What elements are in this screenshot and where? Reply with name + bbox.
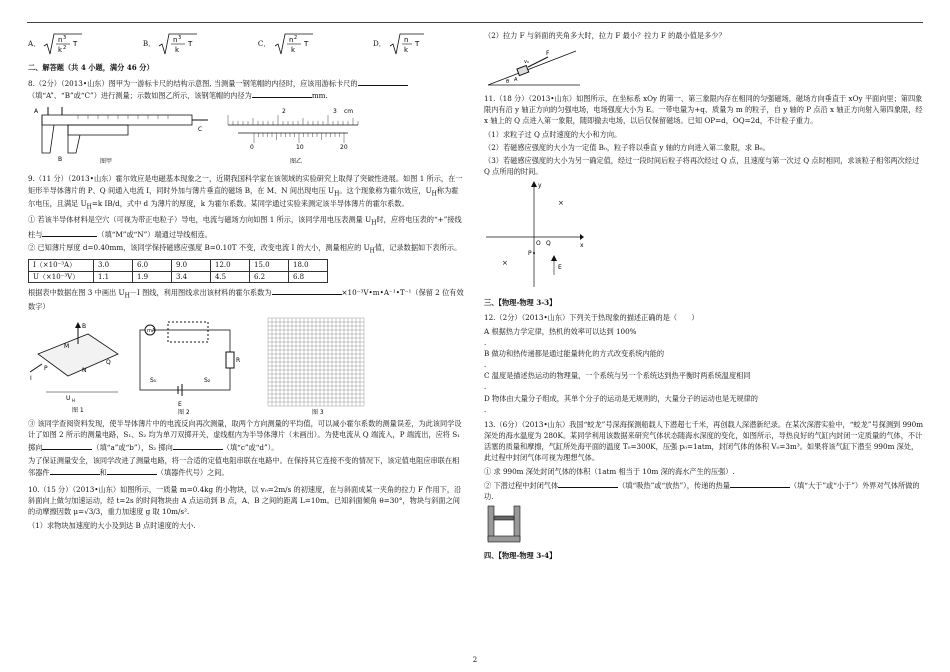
q9-blank-4[interactable] xyxy=(173,441,223,450)
svg-text:P: P xyxy=(44,365,48,373)
table-cell: 15.0 xyxy=(250,259,289,271)
svg-text:M: M xyxy=(64,343,70,351)
svg-text:H: H xyxy=(72,398,76,404)
svg-text:B: B xyxy=(82,323,87,331)
svg-text:y: y xyxy=(538,182,542,190)
q9-blank-1[interactable] xyxy=(42,228,97,237)
svg-text:T: T xyxy=(414,40,420,48)
q12-option-c[interactable]: C 温度是描述热运动的物理量，一个系统与另一个系统达到热平衡时两系统温度相同 xyxy=(484,371,751,381)
q9-item2: ② 已知薄片厚度 d=0.40mm，该同学保持磁感应强度 B=0.10T 不变，改变电流 I 的大小，测量相应的 $U_H$值，记录数据如下表所示。 xyxy=(28,242,462,255)
svg-text:k: k xyxy=(403,46,409,54)
figure-3-grid xyxy=(268,318,364,416)
top-rule xyxy=(27,22,923,23)
q12-option-a[interactable]: A 根据热力学定律，热机的效率可以达到 100% xyxy=(484,326,637,336)
caliper-figure xyxy=(34,107,208,165)
table-cell: 3.4 xyxy=(172,271,211,283)
svg-text:3: 3 xyxy=(333,108,337,116)
svg-text:T: T xyxy=(73,40,78,48)
q11-sub3: （3）若磁感应强度的大小为另一确定值，经过一段时间后粒子将再次经过 Q 点，且速度与第一次过 Q 点时相同，求该粒子相邻两次经过 Q 点所用的时间。 xyxy=(484,155,920,177)
q13-sub1: ① 求 990m 深处封闭气体的体积（1atm 相当于 10m 深的海水产生的压强）. xyxy=(484,466,735,476)
q9-after-table: 根据表中数据在图 3 中画出 $U_H-I$ 图线，利用图线求出该材料的霍尔系数为 ×10⁻³V•m•A⁻¹•T⁻¹（保留 2 位有效数字） xyxy=(28,288,464,312)
q8-blank-2[interactable] xyxy=(252,89,312,98)
right-column: （2）拉力 F 与斜面的夹角多大时，拉力 F 最小？拉力 F 的最小值是多少？ F A θ v₀ 11.（18 分）（2013•山东）如图所示，在坐标系 xOy 的第一、第三象限内存在相同的匀强磁场，磁场方向垂直于 xOy 平面向里；第四象限内有沿 y 轴正方向的匀强电场，电场强度大小为 E。一带电量为+q、质量为 m 的粒子，自 y 轴的 P 点沿 x 轴正方向射入第四象限，经 x 轴上的 Q 点进入第一象限，随即撤去电场，以后仅保留磁场。已知 OP=d，OQ=2d，不计粒子重力。 （1）求粒子过 Q 点时速度的大小和方向。 （2）若磁感应强度的大小为一定值 B₀，粒子将以垂直 y 轴的方向进入第二象限，求 B₀。 （3）若磁感应强度的大小为另一确定值，经过一段时间后粒子将再次经过 Q 点，且速度与第一次过 Q 点时相同，求该粒子相邻两次经过 Q 点所用的时间。 x y × × O Q P E 三、【物理-物理 3-3】 12.（2分）（2013•山东）下列关于热现象的描述正确的是（ ） A 根据热力学定律，热机的效率可以达到 100% . B 做功和热传递都是通过能量转化的方式改变系统内能的 . C 温度是描述热运动的物理量，一个系统与另一个系统达到热平衡时两系统温度相同 . D 物体由大量分子组成，其单个分子的运动是无规则的，大量分子的运动也是无规律的 . 13.（6分）（2013•山东）我国“蛟龙”号深海探测船载人下潜超七千米，再创载人深潜新纪录。在某次深潜实验中，“蛟龙”号探测到 990m 深处的海水温度为 280K。某同学利用该数据来研究气体状态随海水深度的变化，如图所示，导热良好的气缸内封闭一定质量的气体，不计活塞的质量和摩擦，气缸所处海平面的温度 T₀=300K，压强 p₀=1atm，封闭气体的体积 V₀=3m³。如果将该气缸下潜至 990m 深处，此过程中封闭气体可视为理想气体。 ① 求 990m 深处封闭气体的体积（1atm 相当于 10m 深的海水产生的压强）. ② 下潜过程中封闭气体 （填“吸热”或“放热”），传递的热量 （填“大于”或“小于”）外界对气体所做的功. 四、【物理-物理 3-4】 xyxy=(484,31,924,561)
table-cell: 9.0 xyxy=(172,259,211,271)
q11-sub2: （2）若磁感应强度的大小为一定值 B₀，粒子将以垂直 y 轴的方向进入第二象限，求 B₀。 xyxy=(484,142,770,152)
table-cell: 12.0 xyxy=(211,259,250,271)
table-header-cell: U（×10⁻³V） xyxy=(29,271,94,283)
caption-jia: 图甲 xyxy=(100,158,113,166)
svg-text:S₁: S₁ xyxy=(150,377,157,385)
svg-text:cm: cm xyxy=(344,108,354,116)
q9-blank-3[interactable] xyxy=(42,441,92,450)
table-cell: 1.1 xyxy=(94,271,133,283)
q9-item3-cont: 为了保证测量安全，该同学改进了测量电路，将一合适的定值电阻串联在电路中。在保持其它连接不变的情况下，该定值电阻应串联在相邻器件 和 （填器件代号）之间。 xyxy=(28,455,460,477)
svg-text:A: A xyxy=(34,108,39,116)
svg-text:n: n xyxy=(288,36,293,44)
q7-option-a[interactable]: A． n 3 k 2 T xyxy=(28,32,86,56)
q9-blank-2[interactable] xyxy=(272,286,342,295)
q10-incline-figure xyxy=(484,43,924,89)
svg-text:3: 3 xyxy=(178,35,182,41)
q8-text: 8.（2分）（2013•山东）图甲为一游标卡尺的结构示意图, 当测量一钢笔帽的内径时，应该用游标卡尺的（填“A”、“B”或“C”）进行测量；示数如图乙所示，该钢笔帽的内径为 mm. xyxy=(28,77,464,101)
figure-1 xyxy=(30,322,118,414)
q13-blank-1[interactable] xyxy=(558,479,618,488)
caption-yi: 图乙 xyxy=(290,158,303,166)
table-cell: 4.5 xyxy=(211,271,250,283)
q7-option-a-formula xyxy=(42,32,86,56)
table-cell: 6.8 xyxy=(289,271,328,283)
coordinate-system-diagram xyxy=(484,179,684,291)
svg-text:A: A xyxy=(514,77,518,84)
table-cell: 6.0 xyxy=(133,259,172,271)
q9-text: 9.（11 分）（2013•山东）霍尔效应是电磁基本现象之一，近期我国科学家在该领域的实验研究上取得了突破性进展。如图 1 所示，在一矩形半导体薄片的 P、Q 间通入电流 I，同时外加与薄片垂直的磁场 B，在 M、N 间出现电压 $U_H$。这个现象称为霍尔效应，$U_H$称为霍尔电压，且满足 $U_H=k$ IB/d，式中 d 为薄片的厚度，k 为霍尔系数。某同学通过实验来测定该半导体薄片的霍尔系数。 xyxy=(28,174,463,211)
svg-text:2: 2 xyxy=(63,45,67,51)
q8-blank-1[interactable] xyxy=(358,77,408,86)
svg-text:E: E xyxy=(558,264,562,272)
q7-option-c[interactable]: C． n 2 k T xyxy=(258,32,317,56)
svg-text:S₂: S₂ xyxy=(204,377,211,385)
q7-options xyxy=(28,32,428,56)
section4-title: 四、【物理-物理 3-4】 xyxy=(484,551,557,561)
figure-2 xyxy=(140,322,240,416)
svg-text:O: O xyxy=(536,240,541,248)
q13-sub2: ② 下潜过程中封闭气体 （填“吸热”或“放热”），传递的热量 （填“大于”或“小于”）外界对气体所做的功. xyxy=(484,480,920,501)
svg-text:N: N xyxy=(82,367,87,375)
svg-text:20: 20 xyxy=(340,144,348,152)
q9-item1: ① 若该半导体材料是空穴（可视为带正电粒子）导电，电流与磁场方向如图 1 所示，该同学用电压表测量 $U_H$时，应将电压表的“+”接线柱与 （填“M”或“N”）端通过导线相连。 xyxy=(28,215,462,239)
svg-text:C: C xyxy=(198,126,203,134)
q9-formula: =k IB/d xyxy=(91,199,120,209)
q12-text: 12.（2分）（2013•山东）下列关于热现象的描述正确的是（ ） xyxy=(484,313,699,323)
incline-diagram xyxy=(484,43,584,89)
svg-text:k: k xyxy=(290,46,295,54)
hall-effect-figures xyxy=(28,314,464,418)
q13-text: 13.（6分）（2013•山东）我国“蛟龙”号深海探测船载人下潜超七千米，再创载人深潜新纪录。在某次深潜实验中，“蛟龙”号探测到 990m 深处的海水温度为 280K。某同学利用该数据来研究气体状态随海水深度的变化，如图所示，导热良好的气缸内封闭一定质量的气体，不计活塞的质量和摩擦，气缸所处海平面的温度 T₀=300K，压强 p₀=1atm，封闭气体的体积 V₀=3m³。如果将该气缸下潜至 990m 深处，此过程中封闭气体可视为理想气体。 xyxy=(484,420,924,463)
svg-text:θ: θ xyxy=(506,79,510,86)
svg-text:I: I xyxy=(30,375,32,383)
svg-text:Q: Q xyxy=(106,359,111,367)
svg-text:B: B xyxy=(58,156,63,164)
svg-text:n: n xyxy=(403,36,409,44)
gas-cylinder-diagram xyxy=(484,504,544,544)
q9-figures xyxy=(28,314,464,418)
svg-text:10: 10 xyxy=(296,144,304,152)
svg-text:F: F xyxy=(546,50,550,58)
q11-coordinate-figure xyxy=(484,179,924,291)
svg-text:×: × xyxy=(558,199,564,208)
q10-sub2: （2）拉力 F 与斜面的夹角多大时，拉力 F 最小？拉力 F 的最小值是多少？ xyxy=(484,31,726,40)
q9-blank-6[interactable] xyxy=(107,466,157,475)
q9-data-table xyxy=(28,259,328,284)
table-cell: 3.0 xyxy=(94,259,133,271)
page-number: 2 xyxy=(472,656,478,665)
q13-cylinder-figure xyxy=(484,504,924,544)
svg-text:n: n xyxy=(58,36,63,44)
svg-text:图 2: 图 2 xyxy=(178,409,190,417)
svg-text:R: R xyxy=(236,357,241,365)
section3-title: 三、【物理-物理 3-3】 xyxy=(484,298,557,308)
q12-option-d[interactable]: D 物体由大量分子组成，其单个分子的运动是无规则的，大量分子的运动也是无规律的 xyxy=(484,393,758,403)
q12-option-b[interactable]: B 做功和热传递都是通过能量转化的方式改变系统内能的 xyxy=(484,348,665,358)
q7-option-d[interactable]: D． n k T xyxy=(373,32,428,56)
q9-item3: ③ 该同学查阅资料发现，使半导体薄片中的电流反向再次测量，取两个方向测量的平均值，可以减小霍尔系数的测量误差，为此该同学设计了如图 2 所示的测量电路，S₁、S₂ 均为单刀双掷开关，虚线框内为半导体薄片（未画出）。为使电流从 Q 端流入，P 端流出，应将 S₁ 掷向 （填“a”或“b”），S₂ 掷向 （填“c”或“d”）。 xyxy=(28,419,462,452)
q7-option-d-formula xyxy=(388,32,428,56)
vernier-caliper-diagram xyxy=(28,103,464,167)
q10-mu: √3/3 xyxy=(84,507,101,517)
q7-option-c-formula xyxy=(273,32,317,56)
table-row xyxy=(29,259,328,271)
q7-option-b[interactable]: B． n 3 k T xyxy=(143,32,201,56)
section2-title: 二、解答题（共 4 小题，满分 46 分） xyxy=(28,63,154,72)
left-column xyxy=(28,28,464,533)
q11-sub1: （1）求粒子过 Q 点时速度的大小和方向。 xyxy=(484,129,622,139)
svg-text:2: 2 xyxy=(293,35,297,41)
svg-text:n: n xyxy=(173,36,178,44)
table-cell: 1.9 xyxy=(133,271,172,283)
q8-figures xyxy=(28,103,464,167)
svg-text:2: 2 xyxy=(282,108,286,116)
svg-text:P: P xyxy=(528,250,532,258)
q7-option-b-formula xyxy=(157,32,201,56)
q10-text: 10.（15 分）（2013•山东）如图所示，一质量 m=0.4kg 的小物块，以 v₀=2m/s 的初速度，在与斜面成某一夹角的拉力 F 作用下，沿斜面向上做匀加速运动，经 t=2s 的时间物块由 A 点运动到 B 点，A、B 之间的距离 L=10m。已知斜面倾角 θ=30°，物块与斜面之间的动摩擦因数 μ=√3/3，重力加速度 g 取 10m/s². xyxy=(28,485,462,517)
svg-text:Q: Q xyxy=(546,240,551,248)
svg-text:U: U xyxy=(66,395,71,403)
svg-text:图 3: 图 3 xyxy=(312,409,324,417)
svg-text:v₀: v₀ xyxy=(524,59,529,66)
svg-text:3: 3 xyxy=(63,35,67,41)
svg-text:0: 0 xyxy=(250,144,254,152)
q9-blank-5[interactable] xyxy=(50,466,100,475)
table-cell: 6.2 xyxy=(250,271,289,283)
q10-sub1: （1）求物块加速度的大小及到达 B 点时速度的大小. xyxy=(28,520,196,530)
svg-text:×: × xyxy=(502,259,508,268)
svg-text:图 1: 图 1 xyxy=(72,407,84,415)
q11-text: 11.（18 分）（2013•山东）如图所示，在坐标系 xOy 的第一、第三象限内存在相同的匀强磁场，磁场方向垂直于 xOy 平面向里；第四象限内有沿 y 轴正方向的匀强电场，电场强度大小为 E。一带电量为+q、质量为 m 的粒子，自 y 轴的 P 点沿 x 轴正方向射入第四象限，经 x 轴上的 Q 点进入第一象限，随即撤去电场，以后仅保留磁场。已知 OP=d，OQ=2d，不计粒子重力。 xyxy=(484,94,923,126)
svg-text:T: T xyxy=(303,40,308,48)
svg-text:T: T xyxy=(188,40,193,48)
svg-text:k: k xyxy=(175,46,180,54)
svg-text:k: k xyxy=(58,46,63,54)
svg-text:x: x xyxy=(580,242,584,250)
table-row xyxy=(29,271,328,283)
table-header-cell: I（×10⁻³A） xyxy=(29,259,94,271)
vernier-scale-figure xyxy=(228,108,358,165)
svg-text:E: E xyxy=(178,401,182,409)
q13-blank-2[interactable] xyxy=(730,479,790,488)
table-cell: 18.0 xyxy=(289,259,328,271)
svg-text:mA: mA xyxy=(147,328,156,335)
